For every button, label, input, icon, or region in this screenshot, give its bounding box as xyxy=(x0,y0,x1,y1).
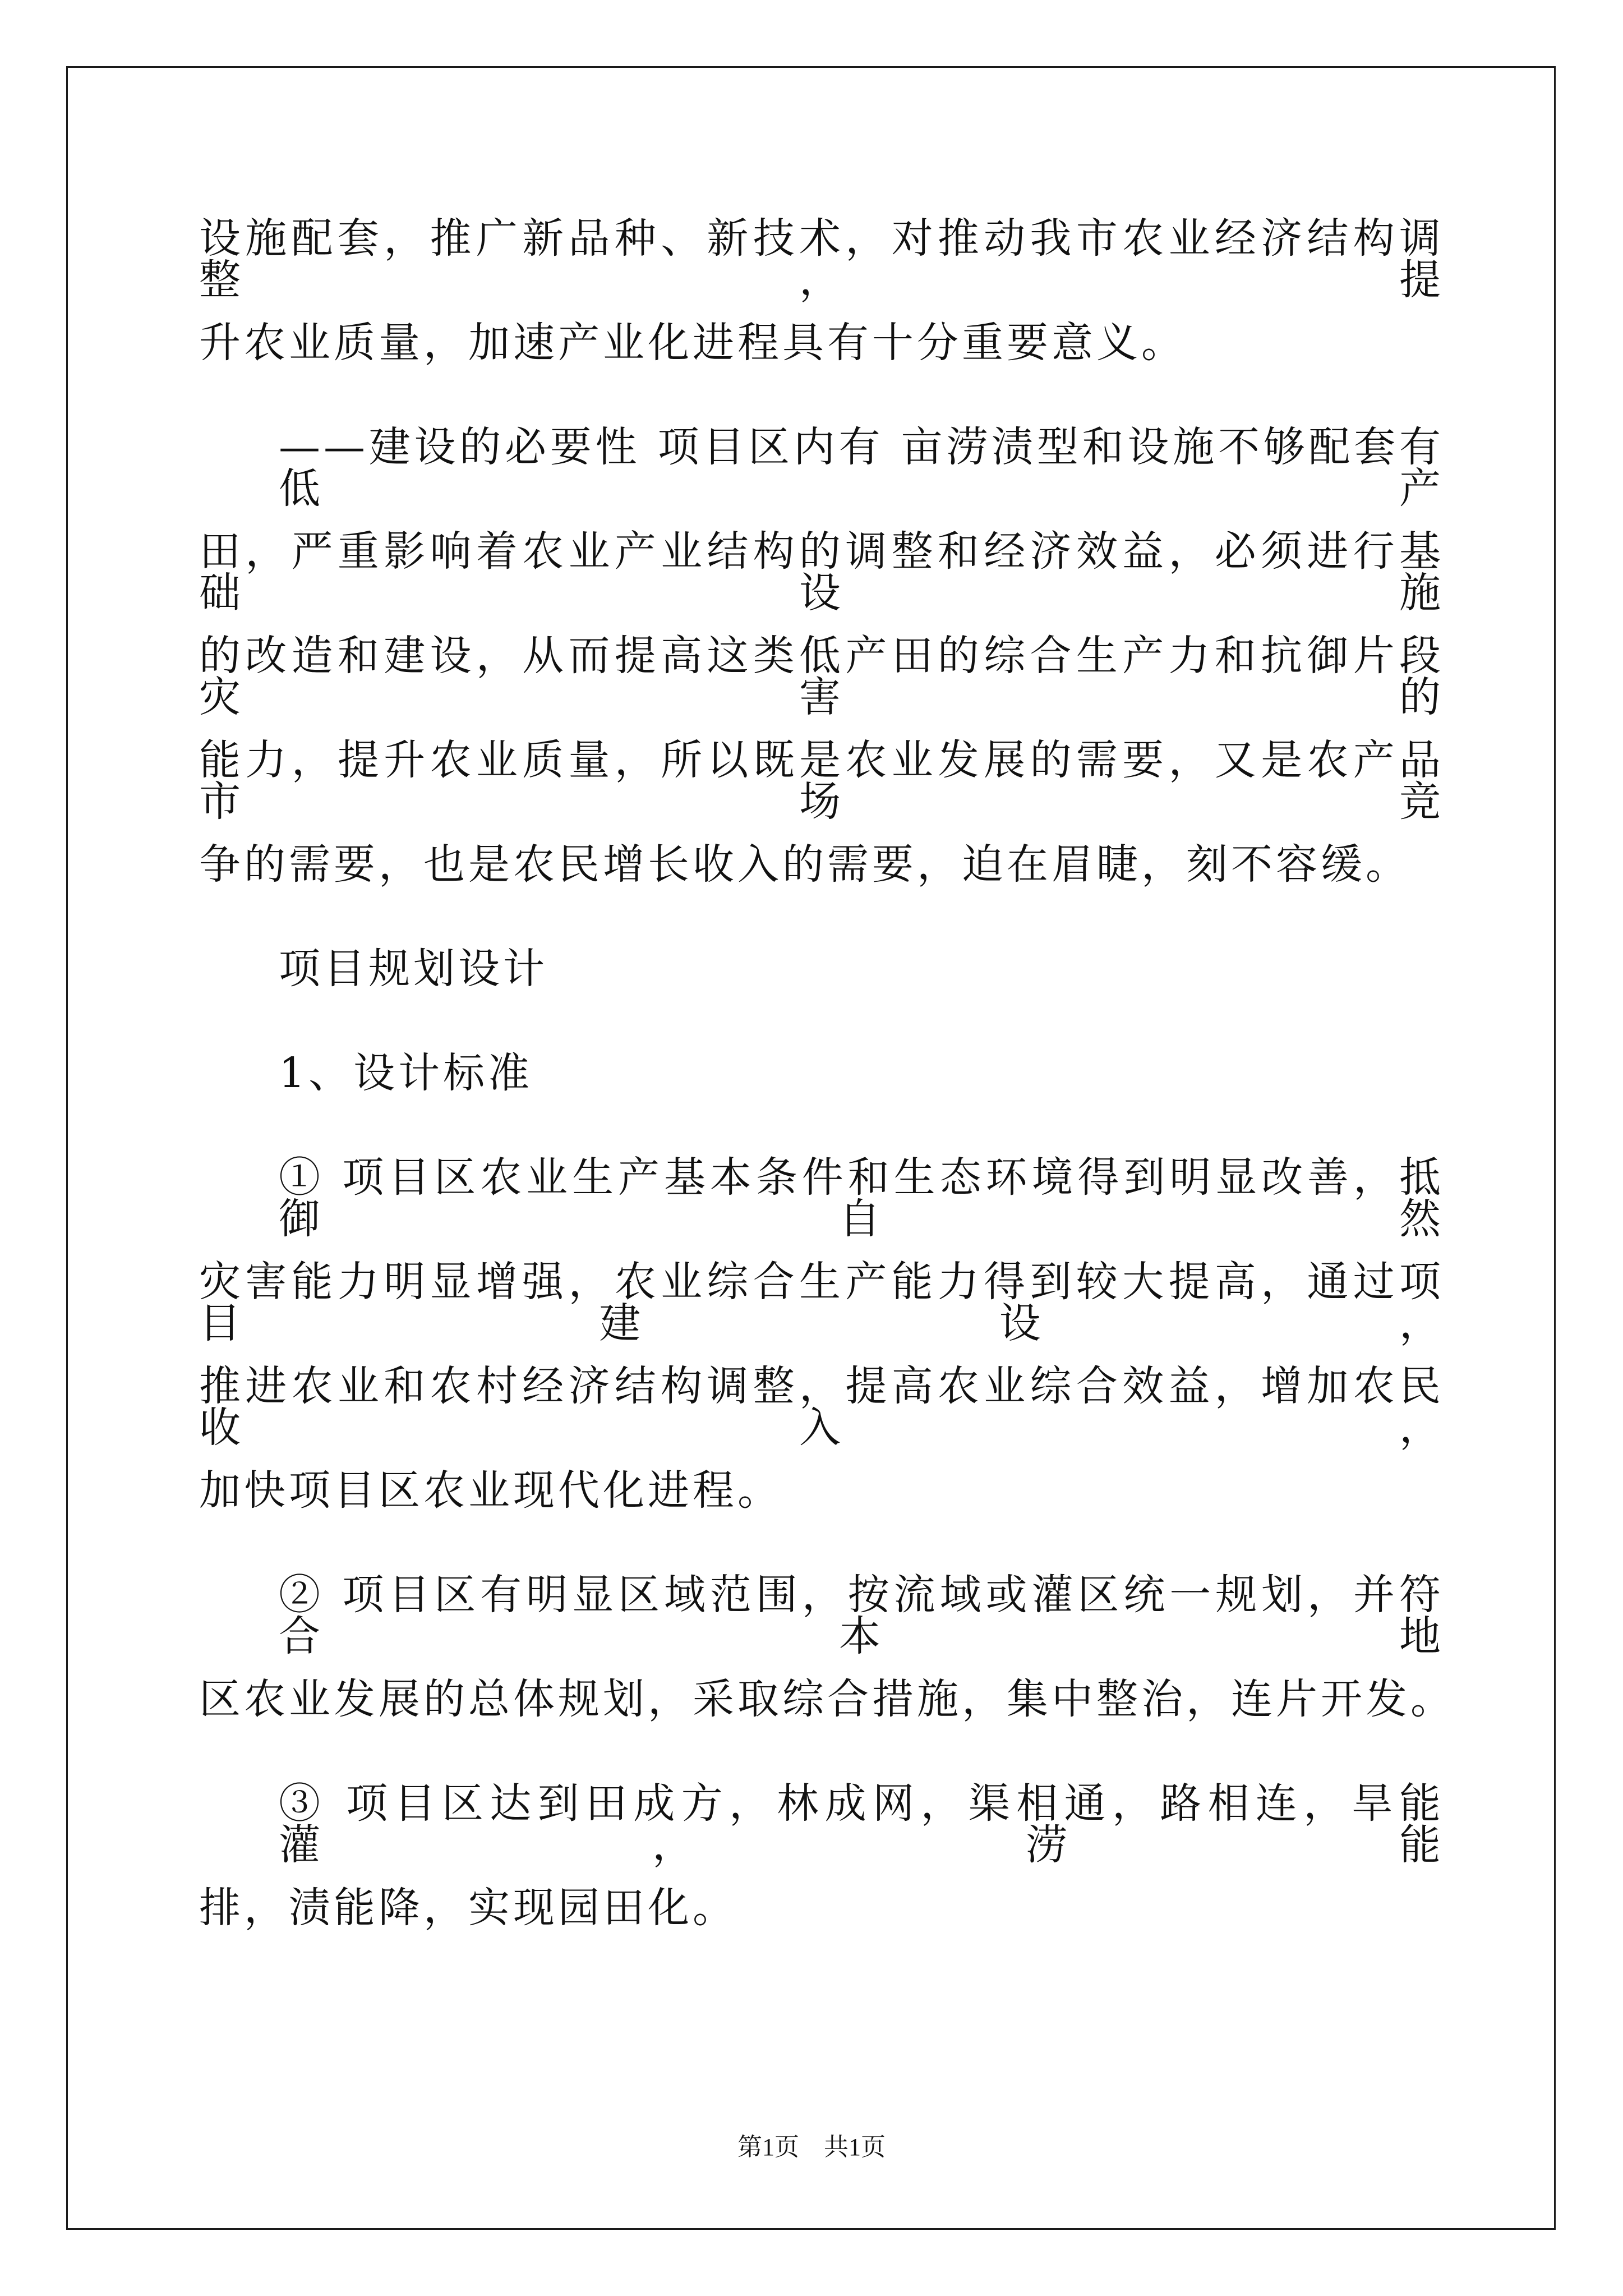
text-line: 推进农业和农村经济结构调整，提高农业综合效益，增加农民收入， xyxy=(199,1362,1444,1452)
text-line: 的改造和建设，从而提高这类低产田的综合生产力和抗御片段灾害的 xyxy=(199,632,1444,721)
text-line: ② 项目区有明显区域范围，按流域或灌区统一规划，并符合本地 xyxy=(279,1571,1444,1660)
text-line: 争的需要，也是农民增长收入的需要，迫在眉睫，刻不容缓。 xyxy=(199,840,1410,889)
text-line: ① 项目区农业生产基本条件和生态环境得到明显改善，抵御自然 xyxy=(279,1153,1444,1243)
text-line: ③ 项目区达到田成方，林成网，渠相通，路相连，旱能灌，涝能 xyxy=(279,1779,1444,1869)
text-line: 能力，提升农业质量，所以既是农业发展的需要，又是农产品市场竞 xyxy=(199,736,1444,826)
text-line: ——建设的必要性 项目区内有 亩涝渍型和设施不够配套有低产 xyxy=(279,423,1444,513)
text-line: 灾害能力明显增强，农业综合生产能力得到较大提高，通过项目建设， xyxy=(199,1258,1444,1347)
document-body xyxy=(199,214,1455,1991)
text-line: 升农业质量，加速产业化进程具有十分重要意义。 xyxy=(199,319,1186,367)
text-line: 田，严重影响着农业产业结构的调整和经济效益，必须进行基础设施 xyxy=(199,527,1444,617)
text-line: 加快项目区农业现代化进程。 xyxy=(199,1466,782,1515)
text-line: 设施配套，推广新品种、新技术，对推动我市农业经济结构调整，提 xyxy=(199,214,1444,304)
subsection-heading: 1、设计标准 xyxy=(279,1049,533,1097)
page-number-footer: 第1页 共1页 xyxy=(737,2133,886,2161)
section-heading: 项目规划设计 xyxy=(279,945,548,993)
text-line: 排，渍能降，实现园田化。 xyxy=(199,1884,737,1932)
text-line: 区农业发展的总体规划，采取综合措施，集中整治，连片开发。 xyxy=(199,1675,1455,1723)
